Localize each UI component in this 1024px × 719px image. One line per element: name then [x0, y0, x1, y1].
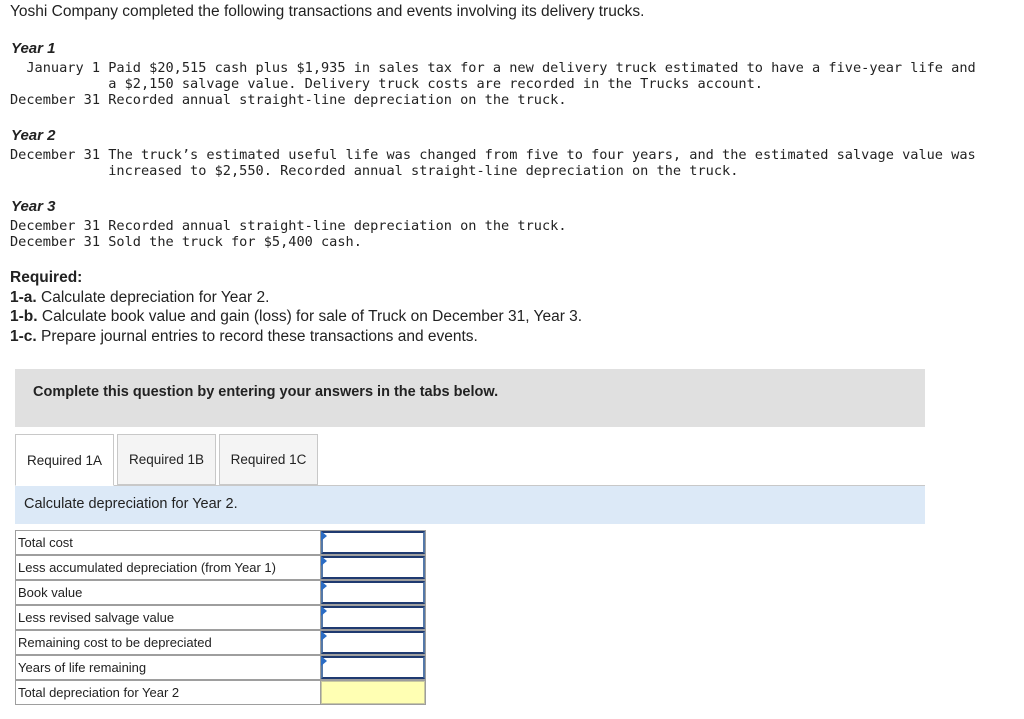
input-marker-icon [321, 606, 327, 616]
year-1-line-3: December 31 Recorded annual straight-line depreciation on the truck. [10, 92, 567, 108]
row-label-total-cost: Total cost [15, 530, 320, 555]
year-1-line-2: a $2,150 salvage value. Delivery truck costs are recorded in the Trucks account. [10, 76, 763, 92]
row-label-book-value: Book value [15, 580, 320, 605]
total-depreciation-output [321, 681, 425, 704]
input-marker-icon [321, 631, 327, 641]
year-3-line-1: December 31 Recorded annual straight-line depreciation on the truck. [10, 218, 567, 234]
accumulated-depreciation-cell [320, 555, 426, 580]
input-marker-icon [321, 531, 327, 541]
year-3-title: Year 3 [11, 198, 56, 215]
tab-required-1b[interactable] [117, 434, 216, 485]
revised-salvage-input[interactable] [321, 606, 425, 629]
required-heading: Required: [10, 269, 83, 286]
total-depreciation-cell [320, 680, 426, 705]
input-marker-icon [321, 656, 327, 666]
tab-divider [15, 485, 925, 486]
book-value-cell [320, 580, 426, 605]
instructions-banner [15, 369, 925, 427]
input-marker-icon [321, 556, 327, 566]
tab-required-1a[interactable] [15, 434, 114, 486]
years-remaining-input[interactable] [321, 656, 425, 679]
remaining-cost-cell [320, 630, 426, 655]
tab-label: Required 1A [26, 452, 103, 468]
total-cost-input[interactable] [321, 531, 425, 554]
required-item-1a [10, 288, 582, 308]
tab-required-1c[interactable] [219, 434, 318, 485]
book-value-input[interactable] [321, 581, 425, 604]
input-marker-icon [321, 581, 327, 591]
banner-text: Complete this question by entering your answers in the tabs below. [33, 384, 499, 400]
year-2-title: Year 2 [11, 127, 56, 144]
required-num: 1-c. [10, 327, 37, 345]
year-2-line-1: December 31 The truck’s estimated useful life was changed from five to four years, and the estimated salvage value was [10, 147, 976, 163]
years-remaining-cell [320, 655, 426, 680]
total-cost-cell [320, 530, 426, 555]
tab-prompt [15, 486, 925, 524]
required-text: Calculate book value and gain (loss) for sale of Truck on December 31, Year 3. [37, 308, 583, 325]
row-label-total-depreciation: Total depreciation for Year 2 [15, 680, 320, 705]
remaining-cost-input[interactable] [321, 631, 425, 654]
row-label-revised-salvage: Less revised salvage value [15, 605, 320, 630]
prompt-text: Calculate depreciation for Year 2. [24, 496, 238, 512]
year-3-line-2: December 31 Sold the truck for $5,400 cash. [10, 234, 362, 250]
required-item-1c [10, 327, 582, 347]
row-label-accumulated-depreciation: Less accumulated depreciation (from Year 1) [15, 555, 320, 580]
required-num: 1-a. [10, 288, 37, 306]
year-1-title: Year 1 [11, 40, 56, 57]
tab-label: Required 1C [230, 452, 307, 467]
row-label-remaining-cost: Remaining cost to be depreciated [15, 630, 320, 655]
required-text: Prepare journal entries to record these transactions and events. [36, 327, 478, 345]
intro-text: Yoshi Company completed the following transactions and events involving its delivery trucks. [10, 3, 645, 20]
row-label-years-remaining: Years of life remaining [15, 655, 320, 680]
tab-label: Required 1B [128, 452, 205, 467]
required-num: 1-b. [10, 308, 38, 325]
required-item-1b [10, 307, 582, 327]
accumulated-depreciation-input[interactable] [321, 556, 425, 579]
year-1-line-1: January 1 Paid $20,515 cash plus $1,935 in sales tax for a new delivery truck estimated to have a five-year life and [10, 60, 976, 76]
year-2-line-2: increased to $2,550. Recorded annual straight-line depreciation on the truck. [10, 163, 739, 179]
required-text: Calculate depreciation for Year 2. [36, 288, 270, 306]
required-section [10, 268, 582, 346]
revised-salvage-cell [320, 605, 426, 630]
